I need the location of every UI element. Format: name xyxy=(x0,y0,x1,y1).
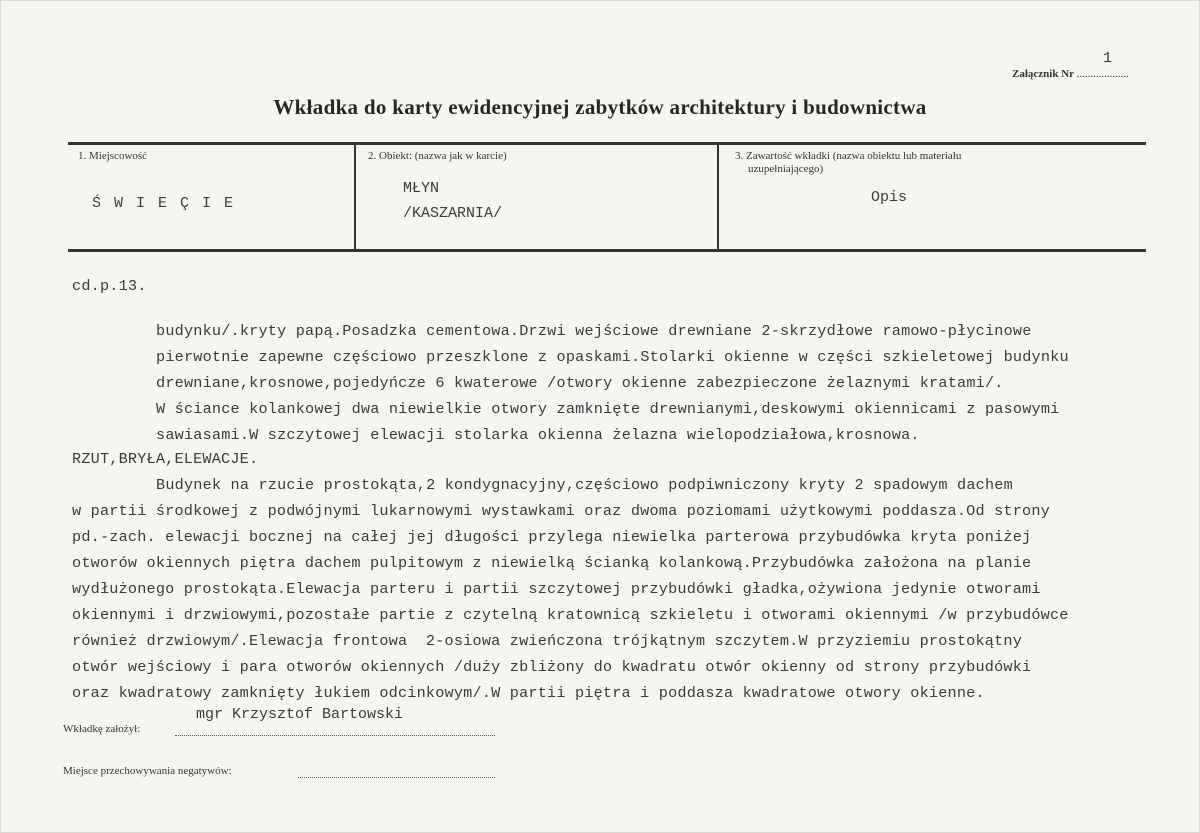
body-line: pd.-zach. elewacji bocznej na całej jej długości przylega niewielka parterowa przybudówka kryta poniżej xyxy=(72,528,1032,546)
locality-label: 1. Miejscowość xyxy=(78,150,148,162)
object-value-line2: /KASZARNIA/ xyxy=(403,205,503,222)
page-title: Wkładka do karty ewidencyjnej zabytków architektury i budownictwa xyxy=(273,95,927,119)
content-label-line2: uzupełniającego) xyxy=(748,163,824,175)
locality-value: Ś W I E Ç I E xyxy=(92,195,236,212)
object-value-line1: MŁYN xyxy=(403,180,440,197)
content-label-line1: 3. Zawartość wkładki (nazwa obiektu lub materiału xyxy=(735,150,962,162)
negatives-location-dotted-line xyxy=(298,777,495,778)
header-divider-1 xyxy=(354,142,356,252)
body-line: otworów okiennych piętra dachem pulpitowym z niewielką ścianką kolankową.Przybudówka założona na planie xyxy=(72,554,1032,572)
header-table-bottom-rule xyxy=(68,249,1146,252)
page-number: 1 xyxy=(1103,50,1113,67)
continuation-reference: cd.p.13. xyxy=(72,277,147,295)
content-value: Opis xyxy=(871,189,908,206)
object-label: 2. Obiekt: (nazwa jak w karcie) xyxy=(368,150,507,162)
body-line: oraz kwadratowy zamknięty łukiem odcinkowym/.W partii piętra i poddasza kwadratowe otwory okienne. xyxy=(72,684,985,702)
attachment-number xyxy=(1012,68,1129,80)
body-line: pierwotnie zapewne częściowo przeszklone z opaskami.Stolarki okienne w części szkieletowej budynku xyxy=(156,348,1069,366)
body-line: budynku/.kryty papą.Posadzka cementowa.Drzwi wejściowe drewniane 2-skrzydłowe ramowo-płycinowe xyxy=(156,322,1032,340)
body-line: w partii środkowej z podwójnymi lukarnowymi wystawkami oraz dwoma poziomami użytkowymi poddasza.Od strony xyxy=(72,502,1050,520)
body-line: drewniane,krosnowe,pojedyńcze 6 kwaterowe /otwory okienne zabezpieczone żelaznymi kratami/. xyxy=(156,374,1004,392)
body-line: wydłużonego prostokąta.Elewacja parteru i partii szczytowej przybudówki gładka,ożywiona jedynie otworami xyxy=(72,580,1041,598)
body-line: okiennymi i drzwiowymi,pozostałe partie z czytelną kratownicą szkieletu i otworami okiennymi /w przybudówce xyxy=(72,606,1069,624)
body-line: również drzwiowym/.Elewacja frontowa 2-osiowa zwieńczona trójkątnym szczytem.W przyziemiu prostokątny xyxy=(72,632,1023,650)
attachment-label: Załącznik Nr xyxy=(1012,68,1074,80)
header-table-top-rule xyxy=(68,142,1146,145)
created-by-dotted-line xyxy=(175,735,495,736)
header-divider-2 xyxy=(717,142,719,252)
body-line: Budynek na rzucie prostokąta,2 kondygnacyjny,częściowo podpiwniczony kryty 2 spadowym dachem xyxy=(156,476,1013,494)
body-line: otwór wejściowy i para otworów okiennych /duży zbliżony do kwadratu otwór okienny od strony przybudówki xyxy=(72,658,1032,676)
section-heading: RZUT,BRYŁA,ELEWACJE. xyxy=(72,450,259,468)
attachment-dots: ................... xyxy=(1076,68,1129,80)
created-by-label: Wkładkę założył: xyxy=(63,723,141,735)
signer-name: mgr Krzysztof Bartowski xyxy=(196,706,404,723)
negatives-location-label: Miejsce przechowywania negatywów: xyxy=(63,765,232,777)
body-line: W ściance kolankowej dwa niewielkie otwory zamknięte drewnianymi,deskowymi okiennicami z pasowymi xyxy=(156,400,1060,418)
body-line: sawiasami.W szczytowej elewacji stolarka okienna żelazna wielopodziałowa,krosnowa. xyxy=(156,426,920,444)
